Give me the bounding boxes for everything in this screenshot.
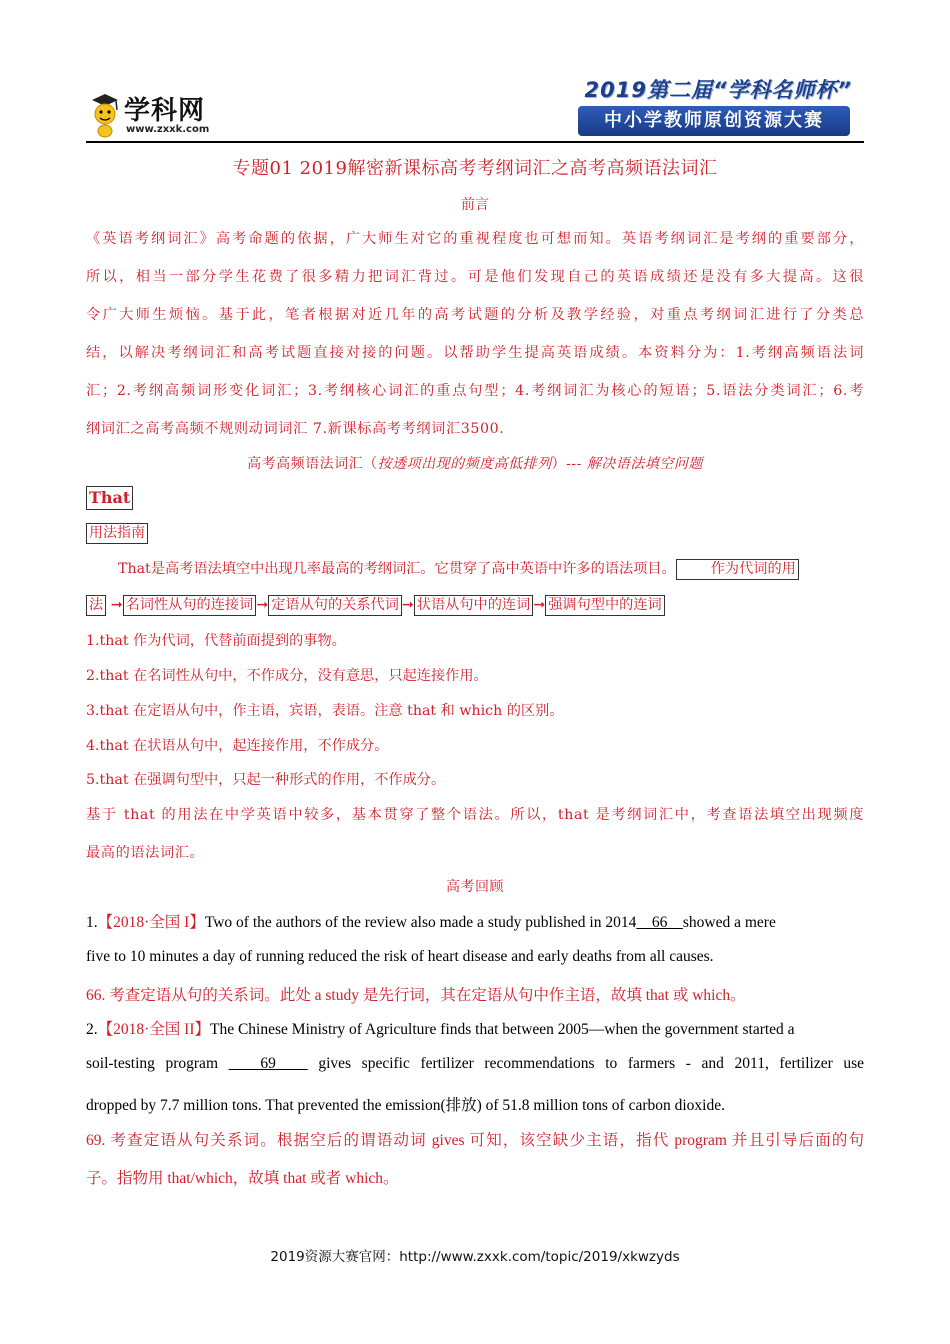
- usage-point: 5.that 在强调句型中，只起一种形式的作用，不作成分。: [86, 772, 446, 788]
- document-title: 专题01 2019解密新课标高考考纲词汇之高考高频语法词汇: [232, 158, 718, 179]
- section-heading-main: 高考高频语法词汇（: [247, 456, 378, 472]
- question-text: Two of the authors of the review also made a study published in 2014: [204, 914, 637, 931]
- usage-point: 3.that 在定语从句中，作主语，宾语，表语。注意 that 和 which 的区别。: [86, 703, 564, 719]
- section-heading: [86, 453, 864, 473]
- preface-line: 结，以解决考纲词汇和高考试题直接对接的问题。以帮助学生提高英语成绩。本资料分为：1.考纲高频语法词: [86, 345, 864, 361]
- question-source: 【2018·全国 I】: [97, 914, 205, 931]
- question-number: 1.: [86, 914, 98, 931]
- question-2-line-3: dropped by 7.7 million tons. That prevented the emission(排放) of 51.8 million tons of carbon dioxide.: [86, 1097, 725, 1114]
- preface-line: 所以，相当一部分学生花费了很多精力把词汇背过。可是他们发现自己的英语成绩还是没有多大提高。这很: [86, 269, 864, 285]
- question-2-line-1: [86, 1017, 864, 1039]
- question-1-line-1: [86, 910, 864, 932]
- section-heading-italic: 按透项出现的频度高低排列: [377, 456, 552, 472]
- question-2-answer: 69. 考查定语从句关系词。根据空后的谓语动词 gives 可知，该空缺少主语，指代 program 并且引导后面的句: [86, 1132, 864, 1149]
- preface-line: 汇；2.考纲高频词形变化词汇；3.考纲核心词汇的重点句型；4.考纲词汇为核心的短语；5.语法分类词汇；6.考: [86, 383, 864, 399]
- word-label: That: [86, 486, 133, 510]
- question-text: soil-testing program: [86, 1055, 218, 1072]
- question-text: The Chinese Ministry of Agriculture finds that between 2005—when the government started a: [210, 1021, 795, 1038]
- site-logo[interactable]: [86, 90, 226, 142]
- summary-line: 基于 that 的用法在中学英语中较多，基本贯穿了整个语法。所以，that 是考纲词汇中，考查语法填空出现频度: [86, 807, 864, 823]
- preface-heading: 前言: [461, 197, 489, 213]
- intro-lead: That是高考语法填空中出现几率最高的考纲词汇。它贯穿了高中英语中许多的语法项目。: [118, 561, 676, 577]
- chain-item: 法: [86, 595, 106, 616]
- chain-item: 状语从句中的连词: [414, 595, 534, 616]
- question-1-answer: 66. 考查定语从句的关系词。此处 a study 是先行词，其在定语从句中作主语，故填 that 或 which。: [86, 987, 746, 1004]
- question-2-line-2: [86, 1055, 864, 1073]
- arrow-icon: ➞: [533, 597, 546, 613]
- question-text: showed a mere: [682, 914, 776, 931]
- question-2-answer-cont: 子。指物用 that/which，故填 that 或者 which。: [86, 1170, 399, 1187]
- question-number: 2.: [86, 1021, 98, 1038]
- usage-label: 用法指南: [86, 523, 148, 544]
- question-text: gives specific fertilizer recommendations to farmers - and 2011, fertilizer use: [318, 1055, 865, 1072]
- arrow-icon: ➞: [110, 597, 123, 613]
- contest-title: 2019第二届“学科名师杯”: [584, 78, 852, 102]
- chain-line: [86, 595, 864, 616]
- preface-line: 纲词汇之高考高频不规则动词词汇 7.新课标高考考纲词汇3500.: [86, 421, 505, 437]
- question-1-line-2: five to 10 minutes a day of running reduced the risk of heart disease and early deaths from all causes.: [86, 948, 714, 965]
- logo-text: 学科网: [124, 96, 206, 126]
- section-heading-close: ）---: [551, 456, 582, 472]
- preface-line: 《英语考纲词汇》高考命题的依据，广大师生对它的重视程度也可想而知。英语考纲词汇是考纲的重要部分，: [86, 231, 864, 247]
- arrow-icon: ➞: [401, 597, 414, 613]
- question-source: 【2018·全国 II】: [97, 1021, 210, 1038]
- preface-line: 令广大师生烦恼。基于此，笔者根据对近几年的高考试题的分析及教学经验，对重点考纲词汇进行了分类总: [86, 307, 864, 323]
- contest-banner[interactable]: [572, 70, 864, 140]
- chain-item: 作为代词的用: [676, 559, 799, 580]
- chain-item: 名词性从句的连接词: [123, 595, 257, 616]
- summary-line: 最高的语法词汇。: [86, 845, 205, 861]
- header-divider: [86, 141, 864, 143]
- chain-item: 强调句型中的连词: [545, 595, 665, 616]
- logo-url: www.zxxk.com: [126, 124, 210, 135]
- usage-point: 2.that 在名词性从句中，不作成分，没有意思，只起连接作用。: [86, 668, 488, 684]
- usage-point: 1.that 作为代词，代替前面提到的事物。: [86, 633, 346, 649]
- arrow-icon: ➞: [256, 597, 269, 613]
- mascot-icon: [88, 92, 122, 138]
- section-heading-tail: 解决语法填空问题: [586, 456, 703, 472]
- blank-number: 69: [260, 1055, 276, 1072]
- chain-item: 定语从句的关系代词: [268, 595, 402, 616]
- contest-subtitle: 中小学教师原创资源大赛: [578, 106, 850, 136]
- answer-blank: [229, 1055, 308, 1072]
- page-footer[interactable]: 2019资源大赛官网：http://www.zxxk.com/topic/2019/xkwzyds: [270, 1249, 680, 1265]
- review-heading: 高考回顾: [446, 879, 504, 895]
- answer-blank: [636, 914, 683, 931]
- intro-line: [86, 558, 864, 580]
- page-header: [86, 70, 864, 142]
- usage-point: 4.that 在状语从句中，起连接作用，不作成分。: [86, 738, 389, 754]
- blank-number: 66: [651, 914, 668, 931]
